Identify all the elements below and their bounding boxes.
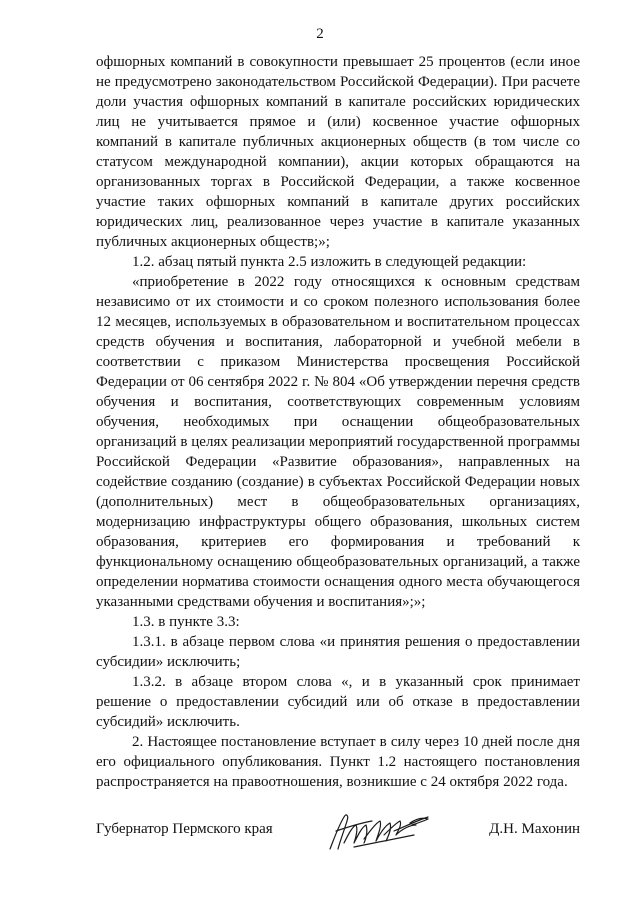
signer-position-title: Губернатор Пермского края [96,821,273,837]
paragraph-amendment-1-3-2: 1.3.2. в абзаце втором слова «, и в указанный срок принимает решение о предоставлении субсидий или об отказе в предоставлении субсидий» исключить. [96,674,580,730]
page-number: 2 [316,26,324,42]
paragraph-amendment-1-3: 1.3. в пункте 3.3: [132,614,240,630]
paragraph-amendment-1-3-1: 1.3.1. в абзаце первом слова «и принятия решения о предоставлении субсидии» исключить; [96,634,580,670]
paragraph-offshore-participation: офшорных компаний в совокупности превышает 25 процентов (если иное не предусмотрено законодательством Российской Федерации). При расчете доли участия офшорных компаний в капитале российских юридических лиц не учитывается прямое и (или) косвенное участие офшорных компаний в капитале публичных акционерных обществ (в том числе со статусом международной компании), акции которых обращаются на организованных торгах в Российской Федерации, а также косвенное участие таких офшорных компаний в капитале других российских юридических лиц, реализованное через участие в капитале указанных публичных акционерных обществ;»; [96,54,580,250]
handwritten-signature [324,809,434,855]
signature-block [96,817,580,857]
signer-name: Д.Н. Махонин [489,821,580,837]
paragraph-entry-into-force: 2. Настоящее постановление вступает в силу через 10 дней после дня его официального опубликования. Пункт 1.2 настоящего постановления распространяется на правоотношения, возникшие с 24 октября 2022 года. [96,734,580,790]
paragraph-amendment-1-2: 1.2. абзац пятый пункта 2.5 изложить в следующей редакции: [132,254,527,270]
document-body [96,52,580,792]
paragraph-new-wording-acquisition: «приобретение в 2022 году относящихся к основным средствам независимо от их стоимости и со сроком полезного использования более 12 месяцев, используемых в образовательном и воспитательном процессах средств обучения и воспитания, лабораторной и учебной мебели в соответствии с приказом Министерства просвещения Российской Федерации от 06 сентября 2022 г. № 804 «Об утверждении перечня средств обучения и воспитания, соответствующих современным условиям обучения, необходимых при оснащении общеобразовательных организаций в целях реализации мероприятий государственной программы Российской Федерации «Развитие образования», направленных на содействие созданию (создание) в субъектах Российской Федерации новых (дополнительных) мест в общеобразовательных организациях, модернизацию инфраструктуры общего образования, школьных систем образования, критериев его формирования и требований к функциональному оснащению общеобразовательных организаций, а также определении норматива стоимости оснащения одного места обучающегося указанными средствами обучения и воспитания»;»; [96,274,580,610]
